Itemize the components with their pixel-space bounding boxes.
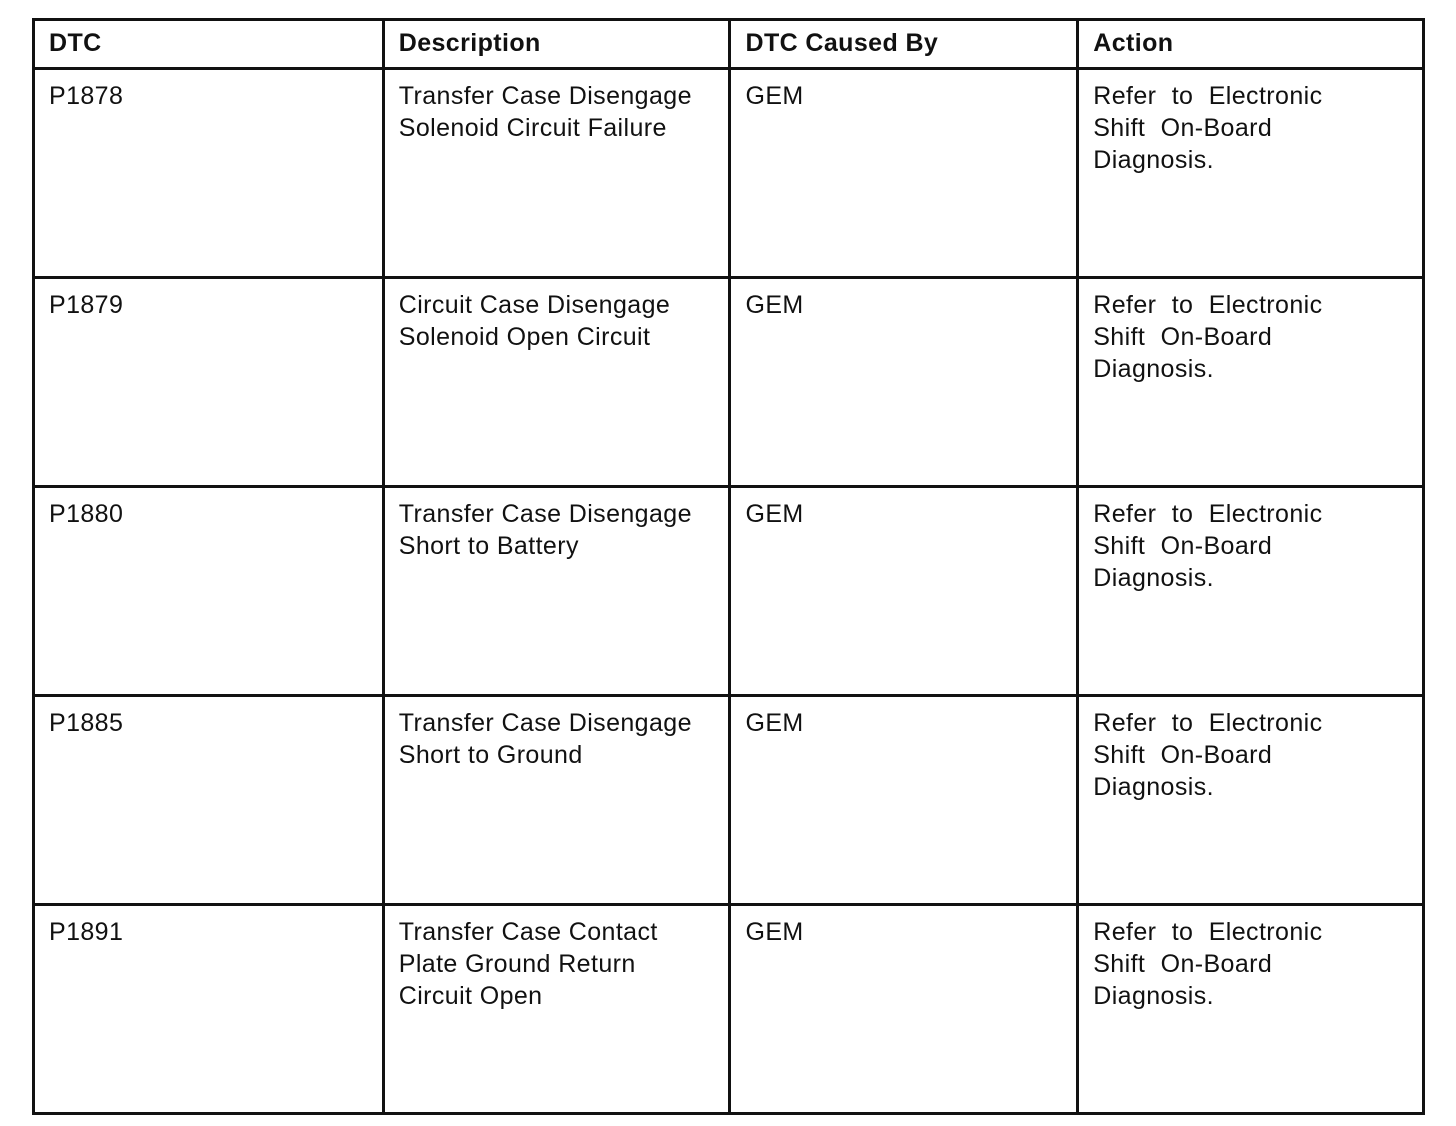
description-cell xyxy=(383,69,730,278)
table-row xyxy=(34,487,1424,696)
table-header-row xyxy=(34,20,1424,69)
description-line: Transfer Case Disengage xyxy=(398,709,692,737)
action-line: Diagnosis. xyxy=(1093,355,1214,383)
caused-by-cell: GEM xyxy=(730,696,1078,905)
action-line: Diagnosis. xyxy=(1093,982,1214,1010)
action-line: Diagnosis. xyxy=(1093,773,1214,801)
description-line: Transfer Case Disengage xyxy=(398,500,692,528)
dtc-table xyxy=(32,18,1425,1115)
table-row xyxy=(34,905,1424,1114)
action-cell xyxy=(1078,487,1424,696)
action-line: Diagnosis. xyxy=(1093,146,1214,174)
table-row xyxy=(34,278,1424,487)
description-cell xyxy=(383,696,730,905)
action-cell xyxy=(1078,696,1424,905)
dtc-code-cell: P1880 xyxy=(34,487,384,696)
action-line: Shift On-Board xyxy=(1093,950,1273,978)
action-line: Shift On-Board xyxy=(1093,532,1273,560)
description-cell xyxy=(383,905,730,1114)
description-line: Solenoid Open Circuit xyxy=(398,323,651,351)
dtc-code-cell: P1891 xyxy=(34,905,384,1114)
dtc-code-cell: P1879 xyxy=(34,278,384,487)
action-line: Shift On-Board xyxy=(1093,741,1273,769)
dtc-code-cell: P1885 xyxy=(34,696,384,905)
description-line: Circuit Open xyxy=(398,982,543,1010)
action-line: Diagnosis. xyxy=(1093,564,1214,592)
dtc-code-cell: P1878 xyxy=(34,69,384,278)
action-line: Refer to Electronic xyxy=(1093,500,1323,528)
action-line: Refer to Electronic xyxy=(1093,291,1323,319)
description-line: Short to Ground xyxy=(398,741,583,769)
header-caused-by: DTC Caused By xyxy=(730,20,1078,69)
action-line: Refer to Electronic xyxy=(1093,709,1323,737)
description-line: Transfer Case Contact xyxy=(398,918,658,946)
action-line: Refer to Electronic xyxy=(1093,918,1323,946)
caused-by-cell: GEM xyxy=(730,487,1078,696)
description-line: Plate Ground Return xyxy=(398,950,636,978)
caused-by-cell: GEM xyxy=(730,69,1078,278)
action-line: Shift On-Board xyxy=(1093,323,1273,351)
header-description: Description xyxy=(383,20,730,69)
description-line: Transfer Case Disengage xyxy=(398,82,692,110)
header-dtc: DTC xyxy=(34,20,384,69)
table-row xyxy=(34,696,1424,905)
action-line: Refer to Electronic xyxy=(1093,82,1323,110)
description-line: Solenoid Circuit Failure xyxy=(398,114,667,142)
description-cell xyxy=(383,278,730,487)
description-cell xyxy=(383,487,730,696)
description-line: Short to Battery xyxy=(398,532,579,560)
action-line: Shift On-Board xyxy=(1093,114,1273,142)
caused-by-cell: GEM xyxy=(730,905,1078,1114)
header-action: Action xyxy=(1078,20,1424,69)
action-cell xyxy=(1078,905,1424,1114)
action-cell xyxy=(1078,278,1424,487)
table-body xyxy=(34,69,1424,1114)
description-line: Circuit Case Disengage xyxy=(398,291,671,319)
action-cell xyxy=(1078,69,1424,278)
table-row xyxy=(34,69,1424,278)
caused-by-cell: GEM xyxy=(730,278,1078,487)
